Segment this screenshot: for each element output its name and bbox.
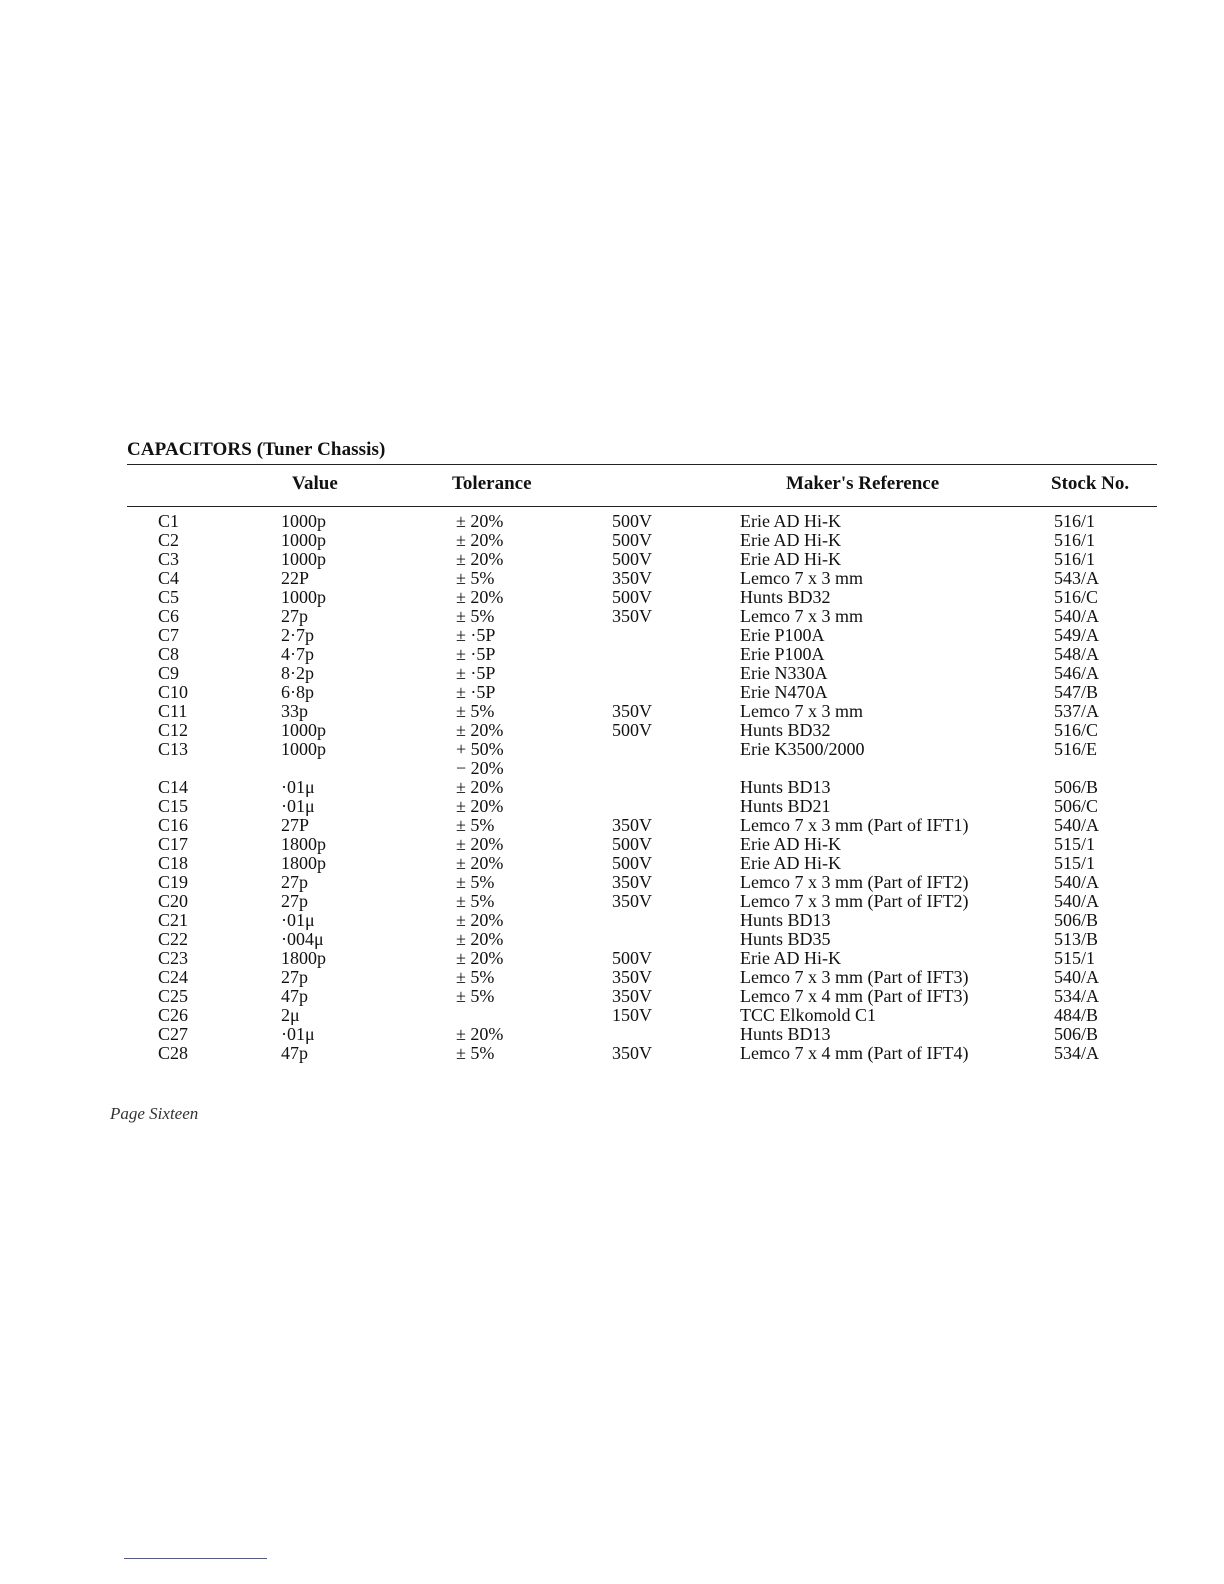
table-row — [0, 607, 1224, 626]
capacitance-value: 1000p — [281, 511, 326, 531]
voltage-rating: 500V — [612, 720, 652, 740]
table-row — [0, 569, 1224, 588]
tolerance-value: ± 20% — [456, 549, 504, 569]
voltage-rating: 500V — [612, 948, 652, 968]
stock-number: 516/C — [1054, 587, 1099, 607]
table-row — [0, 854, 1224, 873]
capacitance-value: 27p — [281, 891, 308, 911]
capacitance-value: 4·7p — [281, 644, 314, 664]
column-header-value: Value — [292, 473, 338, 494]
table-row — [0, 987, 1224, 1006]
tolerance-value: ± 20% — [456, 910, 504, 930]
tolerance-value: ± 5% — [456, 568, 495, 588]
table-row — [0, 702, 1224, 721]
stock-number: 540/A — [1054, 815, 1099, 835]
component-ref: C1 — [158, 511, 180, 531]
table-row — [0, 759, 1224, 778]
voltage-rating: 350V — [612, 815, 652, 835]
page-footer: Page Sixteen — [110, 1104, 199, 1123]
component-ref: C5 — [158, 587, 180, 607]
stock-number: 506/B — [1054, 1024, 1099, 1044]
makers-reference: Hunts BD13 — [740, 910, 831, 930]
capacitance-value: 1800p — [281, 834, 326, 854]
stock-number: 516/C — [1054, 720, 1099, 740]
capacitance-value: 6·8p — [281, 682, 314, 702]
tolerance-value: ± 5% — [456, 606, 495, 626]
tolerance-value: ± 20% — [456, 929, 504, 949]
capacitance-value: 33p — [281, 701, 308, 721]
component-ref: C8 — [158, 644, 180, 664]
component-ref: C11 — [158, 701, 188, 721]
makers-reference: Erie P100A — [740, 625, 825, 645]
tolerance-value: ± 20% — [456, 777, 504, 797]
capacitance-value: 22P — [281, 568, 310, 588]
stock-number: 546/A — [1054, 663, 1099, 683]
component-ref: C22 — [158, 929, 189, 949]
table-row — [0, 550, 1224, 569]
makers-reference: Hunts BD13 — [740, 777, 831, 797]
tolerance-value: ± ·5P — [456, 663, 496, 683]
stock-number: 513/B — [1054, 929, 1099, 949]
stock-number: 506/B — [1054, 777, 1099, 797]
tolerance-value: ± 20% — [456, 948, 504, 968]
component-ref: C23 — [158, 948, 189, 968]
voltage-rating: 500V — [612, 530, 652, 550]
stock-number: 540/A — [1054, 967, 1099, 987]
table-row — [0, 1006, 1224, 1025]
header-bottom-rule — [127, 506, 1157, 507]
component-ref: C12 — [158, 720, 189, 740]
table-row — [0, 531, 1224, 550]
stock-number: 534/A — [1054, 1043, 1099, 1063]
stock-number: 549/A — [1054, 625, 1099, 645]
table-row — [0, 683, 1224, 702]
tolerance-value: ± 5% — [456, 1043, 495, 1063]
table-row — [0, 740, 1224, 759]
voltage-rating: 350V — [612, 606, 652, 626]
voltage-rating: 500V — [612, 853, 652, 873]
stock-number: 484/B — [1054, 1005, 1099, 1025]
tolerance-value: ± 5% — [456, 701, 495, 721]
makers-reference: Erie AD Hi-K — [740, 834, 841, 854]
tolerance-value: ± 5% — [456, 815, 495, 835]
capacitance-value: 2·7p — [281, 625, 314, 645]
stock-number: 537/A — [1054, 701, 1099, 721]
table-row — [0, 1044, 1224, 1063]
tolerance-value: ± ·5P — [456, 644, 496, 664]
stock-number: 540/A — [1054, 872, 1099, 892]
table-row — [0, 588, 1224, 607]
table-row — [0, 778, 1224, 797]
header-top-rule — [127, 464, 1157, 465]
capacitance-value: 47p — [281, 986, 308, 1006]
component-ref: C21 — [158, 910, 189, 930]
component-ref: C17 — [158, 834, 189, 854]
makers-reference: Lemco 7 x 3 mm (Part of IFT3) — [740, 967, 969, 987]
makers-reference: Lemco 7 x 3 mm (Part of IFT1) — [740, 815, 969, 835]
voltage-rating: 350V — [612, 568, 652, 588]
column-header-stock-no: Stock No. — [1051, 473, 1130, 494]
makers-reference: Erie K3500/2000 — [740, 739, 865, 759]
makers-reference: Lemco 7 x 3 mm — [740, 568, 863, 588]
makers-reference: Erie P100A — [740, 644, 825, 664]
component-ref: C28 — [158, 1043, 189, 1063]
capacitor-table-body — [0, 512, 1224, 1063]
stock-number: 516/E — [1054, 739, 1097, 759]
capacitance-value: 1800p — [281, 948, 326, 968]
table-row — [0, 626, 1224, 645]
makers-reference: Lemco 7 x 3 mm — [740, 606, 863, 626]
capacitance-value: 1800p — [281, 853, 326, 873]
makers-reference: Hunts BD21 — [740, 796, 831, 816]
capacitance-value: 8·2p — [281, 663, 314, 683]
tolerance-value: ± 5% — [456, 891, 495, 911]
voltage-rating: 350V — [612, 1043, 652, 1063]
capacitance-value: 1000p — [281, 739, 326, 759]
component-ref: C25 — [158, 986, 189, 1006]
tolerance-value: − 20% — [456, 758, 504, 778]
makers-reference: Lemco 7 x 3 mm (Part of IFT2) — [740, 891, 969, 911]
stock-number: 515/1 — [1054, 948, 1096, 968]
stock-number: 543/A — [1054, 568, 1099, 588]
makers-reference: Lemco 7 x 3 mm (Part of IFT2) — [740, 872, 969, 892]
component-ref: C2 — [158, 530, 180, 550]
capacitance-value: 27p — [281, 872, 308, 892]
component-ref: C19 — [158, 872, 189, 892]
table-row — [0, 1025, 1224, 1044]
component-ref: C27 — [158, 1024, 189, 1044]
tolerance-value: ± ·5P — [456, 682, 496, 702]
voltage-rating: 150V — [612, 1005, 652, 1025]
makers-reference: Erie AD Hi-K — [740, 530, 841, 550]
table-row — [0, 797, 1224, 816]
stock-number: 516/1 — [1054, 511, 1096, 531]
stock-number: 547/B — [1054, 682, 1099, 702]
component-ref: C16 — [158, 815, 189, 835]
capacitance-value: ·01μ — [281, 796, 315, 816]
component-ref: C20 — [158, 891, 189, 911]
voltage-rating: 500V — [612, 511, 652, 531]
stock-number: 534/A — [1054, 986, 1099, 1006]
voltage-rating: 350V — [612, 891, 652, 911]
table-row — [0, 911, 1224, 930]
column-header-tolerance: Tolerance — [452, 473, 532, 494]
table-row — [0, 930, 1224, 949]
tolerance-value: ± 5% — [456, 967, 495, 987]
voltage-rating: 350V — [612, 872, 652, 892]
tolerance-value: ± 20% — [456, 796, 504, 816]
component-ref: C10 — [158, 682, 189, 702]
capacitance-value: 1000p — [281, 549, 326, 569]
makers-reference: Erie AD Hi-K — [740, 511, 841, 531]
voltage-rating: 350V — [612, 986, 652, 1006]
capacitance-value: ·004μ — [281, 929, 324, 949]
makers-reference: Hunts BD35 — [740, 929, 831, 949]
voltage-rating: 500V — [612, 549, 652, 569]
makers-reference: Lemco 7 x 3 mm — [740, 701, 863, 721]
capacitance-value: 1000p — [281, 530, 326, 550]
makers-reference: Lemco 7 x 4 mm (Part of IFT3) — [740, 986, 969, 1006]
tolerance-value: ± 20% — [456, 1024, 504, 1044]
voltage-rating: 500V — [612, 834, 652, 854]
capacitance-value: 27p — [281, 606, 308, 626]
component-ref: C3 — [158, 549, 180, 569]
table-row — [0, 664, 1224, 683]
stock-number: 540/A — [1054, 606, 1099, 626]
component-ref: C15 — [158, 796, 189, 816]
tolerance-value: ± 5% — [456, 872, 495, 892]
section-title: CAPACITORS (Tuner Chassis) — [127, 439, 386, 460]
capacitance-value: 1000p — [281, 720, 326, 740]
table-row — [0, 949, 1224, 968]
capacitance-value: 27P — [281, 815, 310, 835]
component-ref: C14 — [158, 777, 189, 797]
makers-reference: Hunts BD32 — [740, 720, 831, 740]
component-ref: C9 — [158, 663, 180, 683]
stock-number: 515/1 — [1054, 853, 1096, 873]
component-ref: C26 — [158, 1005, 189, 1025]
component-ref: C13 — [158, 739, 189, 759]
tolerance-value: ± 20% — [456, 834, 504, 854]
capacitance-value: 27p — [281, 967, 308, 987]
table-row — [0, 873, 1224, 892]
makers-reference: Erie AD Hi-K — [740, 549, 841, 569]
column-header-makers-reference: Maker's Reference — [786, 473, 940, 494]
table-row — [0, 645, 1224, 664]
makers-reference: Lemco 7 x 4 mm (Part of IFT4) — [740, 1043, 969, 1063]
stock-number: 516/1 — [1054, 530, 1096, 550]
tolerance-value: ± 20% — [456, 511, 504, 531]
makers-reference: Erie AD Hi-K — [740, 948, 841, 968]
table-row — [0, 721, 1224, 740]
footnote-rule — [124, 1558, 267, 1559]
stock-number: 506/C — [1054, 796, 1099, 816]
voltage-rating: 350V — [612, 967, 652, 987]
tolerance-value: ± 20% — [456, 853, 504, 873]
makers-reference: Erie N330A — [740, 663, 828, 683]
table-row — [0, 512, 1224, 531]
component-ref: C18 — [158, 853, 189, 873]
table-row — [0, 892, 1224, 911]
makers-reference: Erie N470A — [740, 682, 828, 702]
capacitance-value: ·01μ — [281, 910, 315, 930]
makers-reference: Erie AD Hi-K — [740, 853, 841, 873]
tolerance-value: + 50% — [456, 739, 504, 759]
table-row — [0, 968, 1224, 987]
capacitance-value: 47p — [281, 1043, 308, 1063]
stock-number: 506/B — [1054, 910, 1099, 930]
stock-number: 548/A — [1054, 644, 1099, 664]
voltage-rating: 500V — [612, 587, 652, 607]
tolerance-value: ± 20% — [456, 720, 504, 740]
stock-number: 540/A — [1054, 891, 1099, 911]
makers-reference: Hunts BD13 — [740, 1024, 831, 1044]
component-ref: C4 — [158, 568, 180, 588]
makers-reference: TCC Elkomold C1 — [740, 1005, 877, 1025]
tolerance-value: ± 20% — [456, 587, 504, 607]
capacitance-value: ·01μ — [281, 1024, 315, 1044]
voltage-rating: 350V — [612, 701, 652, 721]
makers-reference: Hunts BD32 — [740, 587, 831, 607]
stock-number: 516/1 — [1054, 549, 1096, 569]
capacitance-value: 1000p — [281, 587, 326, 607]
component-ref: C7 — [158, 625, 180, 645]
stock-number: 515/1 — [1054, 834, 1096, 854]
table-row — [0, 816, 1224, 835]
tolerance-value: ± 5% — [456, 986, 495, 1006]
component-ref: C24 — [158, 967, 189, 987]
tolerance-value: ± 20% — [456, 530, 504, 550]
capacitance-value: ·01μ — [281, 777, 315, 797]
capacitance-value: 2μ — [281, 1005, 300, 1025]
tolerance-value: ± ·5P — [456, 625, 496, 645]
component-ref: C6 — [158, 606, 180, 626]
table-row — [0, 835, 1224, 854]
